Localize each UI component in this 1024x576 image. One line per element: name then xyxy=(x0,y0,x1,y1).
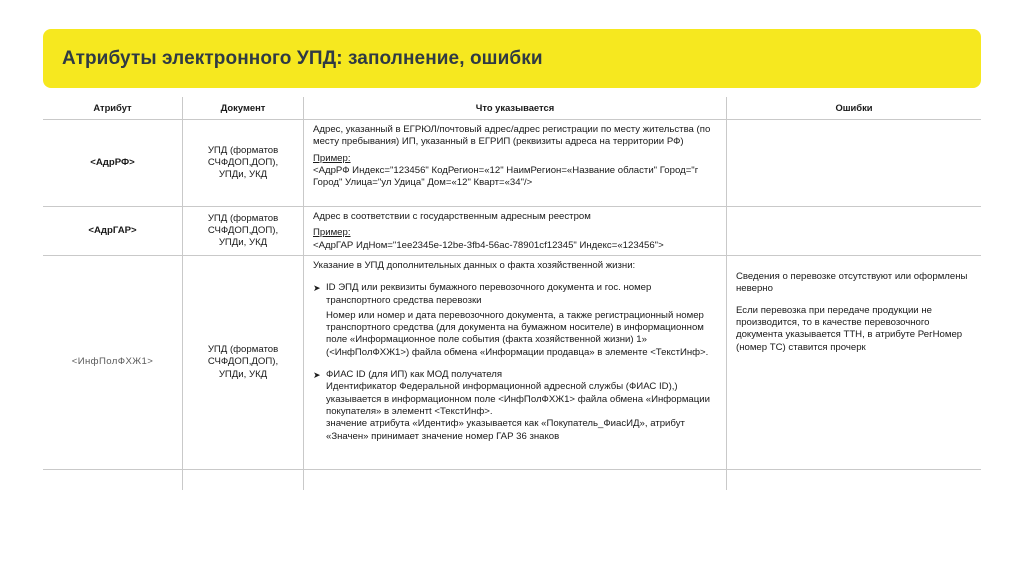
attribute-cell xyxy=(43,207,182,255)
bullet-text: ФИАС ID (для ИП) как МОД получателя xyxy=(326,369,503,381)
example-label: Пример: xyxy=(313,152,351,164)
empty-cell xyxy=(182,470,303,490)
bullet-item xyxy=(313,282,718,307)
column-header-errors: Ошибки xyxy=(726,97,981,119)
example-label: Пример: xyxy=(313,227,351,239)
description-cell xyxy=(303,120,726,206)
document-text: УПД (форматов СЧФДОП,ДОП), УПДи, УКД xyxy=(207,212,279,249)
bullet-detail-extra: значение атрибута «Идентиф» указывается как «Покупатель_ФиасИД», атрибут «Значен» принимает значение номер ГАР 36 знаков xyxy=(326,418,685,442)
arrow-bullet-icon: ➤ xyxy=(313,283,321,294)
table-row xyxy=(43,120,981,207)
errors-cell xyxy=(726,120,981,206)
description-text: Адрес в соответствии с государственным адресным реестром xyxy=(313,211,591,222)
attribute-cell xyxy=(43,256,182,469)
document-cell xyxy=(182,120,303,206)
errors-cell xyxy=(726,207,981,255)
document-text: УПД (форматов СЧФДОП,ДОП), УПДи, УКД xyxy=(207,144,279,181)
errors-text: Если перевозка при передаче продукции не производится, то в качестве перевозочного документа указывается ТТН, в атрибуте РегНомер (номер ТС) ставится прочерк xyxy=(736,304,963,353)
example-text: <АдрГАР ИдНом="1ee2345e-12be-3fb4-56ac-78901cf12345" Индекс=«123456"> xyxy=(313,239,664,251)
description-intro: Указание в УПД дополнительных данных о факта хозяйственной жизни: xyxy=(313,260,636,271)
page-title: Атрибуты электронного УПД: заполнение, ошибки xyxy=(62,47,543,69)
errors-text: Сведения о перевозке отсутствуют или оформлены неверно xyxy=(736,270,968,294)
bullet-text: ID ЭПД или реквизиты бумажного перевозочного документа и гос. номер транспортного средства перевозки xyxy=(326,282,652,306)
attribute-name: <АдрРФ> xyxy=(90,156,135,168)
empty-cell xyxy=(726,470,981,490)
description-cell xyxy=(303,256,726,469)
table-row xyxy=(43,207,981,256)
column-header-document: Документ xyxy=(182,97,303,119)
document-cell xyxy=(182,207,303,255)
bullet-detail: Номер или номер и дата перевозочного документа, а также регистрационный номер транспортного средства (для документа на бумажном носителе) в информационном поле «Информационное поле события (факта хозяйственной жизни) 1» (<ИнфПолФХЖ1>) файла обмена «Информации продавца» в элементе <ТекстИнф>. xyxy=(326,309,709,358)
document-cell xyxy=(182,256,303,469)
attribute-name: <АдрГАР> xyxy=(88,224,137,236)
column-header-description: Что указывается xyxy=(303,97,726,119)
attributes-table xyxy=(43,97,981,490)
table-header-row xyxy=(43,97,981,120)
description-cell xyxy=(303,207,726,255)
table-row-empty xyxy=(43,470,981,490)
empty-cell xyxy=(303,470,726,490)
bullet-detail: Идентификатор Федеральной информационной адресной службы (ФИАС ID),) указывается в информационном поле <ИнфПолФХЖ1> файла обмена «Информации покупателя» в элементt <ТекстИнф>. xyxy=(326,381,710,417)
description-text: Адрес, указанный в ЕГРЮЛ/почтовый адрес/адрес регистрации по месту жительства (по месту пребывания) ИП, указанный в ЕГРИП (реквизиты адреса на территории РФ) xyxy=(313,124,711,148)
example-text: <АдрРФ Индекс="123456" КодРегион=«12" НаимРегион=«Название области" Город="г Город" Улица="ул Удица" Дом=«12" Кварт=«34"/> xyxy=(313,164,699,189)
arrow-bullet-icon: ➤ xyxy=(313,370,321,381)
errors-cell xyxy=(726,256,981,469)
title-banner xyxy=(43,29,981,88)
attribute-name: <ИнфПолФХЖ1> xyxy=(71,356,154,368)
empty-cell xyxy=(43,470,182,490)
column-header-attribute: Атрибут xyxy=(93,102,132,113)
attribute-cell xyxy=(43,120,182,206)
table-row xyxy=(43,256,981,470)
bullet-item xyxy=(313,369,718,381)
document-text: УПД (форматов СЧФДОП,ДОП), УПДи, УКД xyxy=(207,344,279,380)
